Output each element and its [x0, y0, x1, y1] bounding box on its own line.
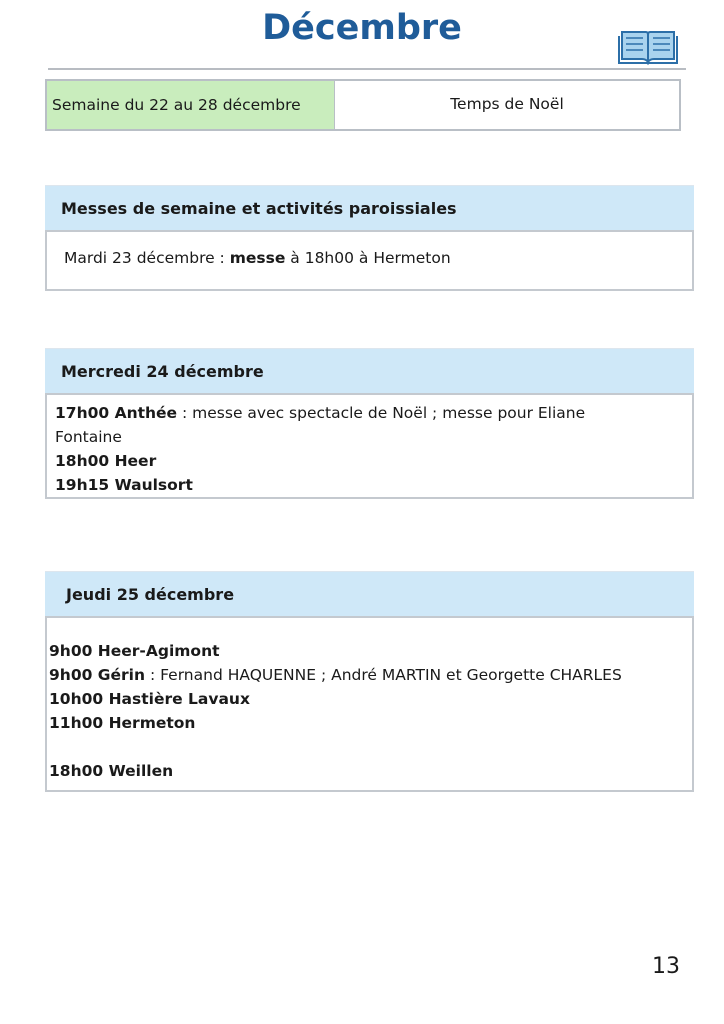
spacer — [49, 735, 692, 759]
schedule-line: Mardi 23 décembre : messe à 18h00 à Hermeton — [64, 249, 451, 267]
section-heading: Jeudi 25 décembre — [45, 571, 694, 616]
schedule-line: 9h00 Heer-Agimont — [49, 642, 220, 660]
section-weekday-masses — [45, 185, 694, 291]
page-number: 13 — [652, 954, 680, 979]
schedule-line: 17h00 Anthée : messe avec spectacle de Noël ; messe pour Eliane — [55, 404, 586, 422]
section-body — [45, 393, 694, 499]
schedule-line: 18h00 Heer — [55, 452, 157, 470]
schedule-line: 9h00 Gérin : Fernand HAQUENNE ; André MARTIN et Georgette CHARLES — [49, 666, 622, 684]
schedule-line: 11h00 Hermeton — [49, 714, 196, 732]
week-banner — [45, 79, 681, 131]
page-title: Décembre — [262, 8, 462, 48]
section-body — [45, 230, 694, 291]
section-body — [45, 616, 694, 792]
schedule-line: 18h00 Weillen — [49, 762, 174, 780]
schedule-line: 19h15 Waulsort — [55, 476, 193, 494]
open-book-icon — [618, 26, 678, 66]
header-divider — [48, 68, 686, 70]
liturgical-season: Temps de Noël — [450, 95, 564, 113]
section-heading: Mercredi 24 décembre — [45, 348, 694, 393]
schedule-line: 10h00 Hastière Lavaux — [49, 690, 250, 708]
section-wednesday-24 — [45, 348, 694, 499]
week-label: Semaine du 22 au 28 décembre — [47, 81, 335, 129]
section-heading: Messes de semaine et activités paroissiales — [45, 185, 694, 230]
section-thursday-25 — [45, 571, 694, 792]
schedule-line: Fontaine — [55, 428, 122, 446]
